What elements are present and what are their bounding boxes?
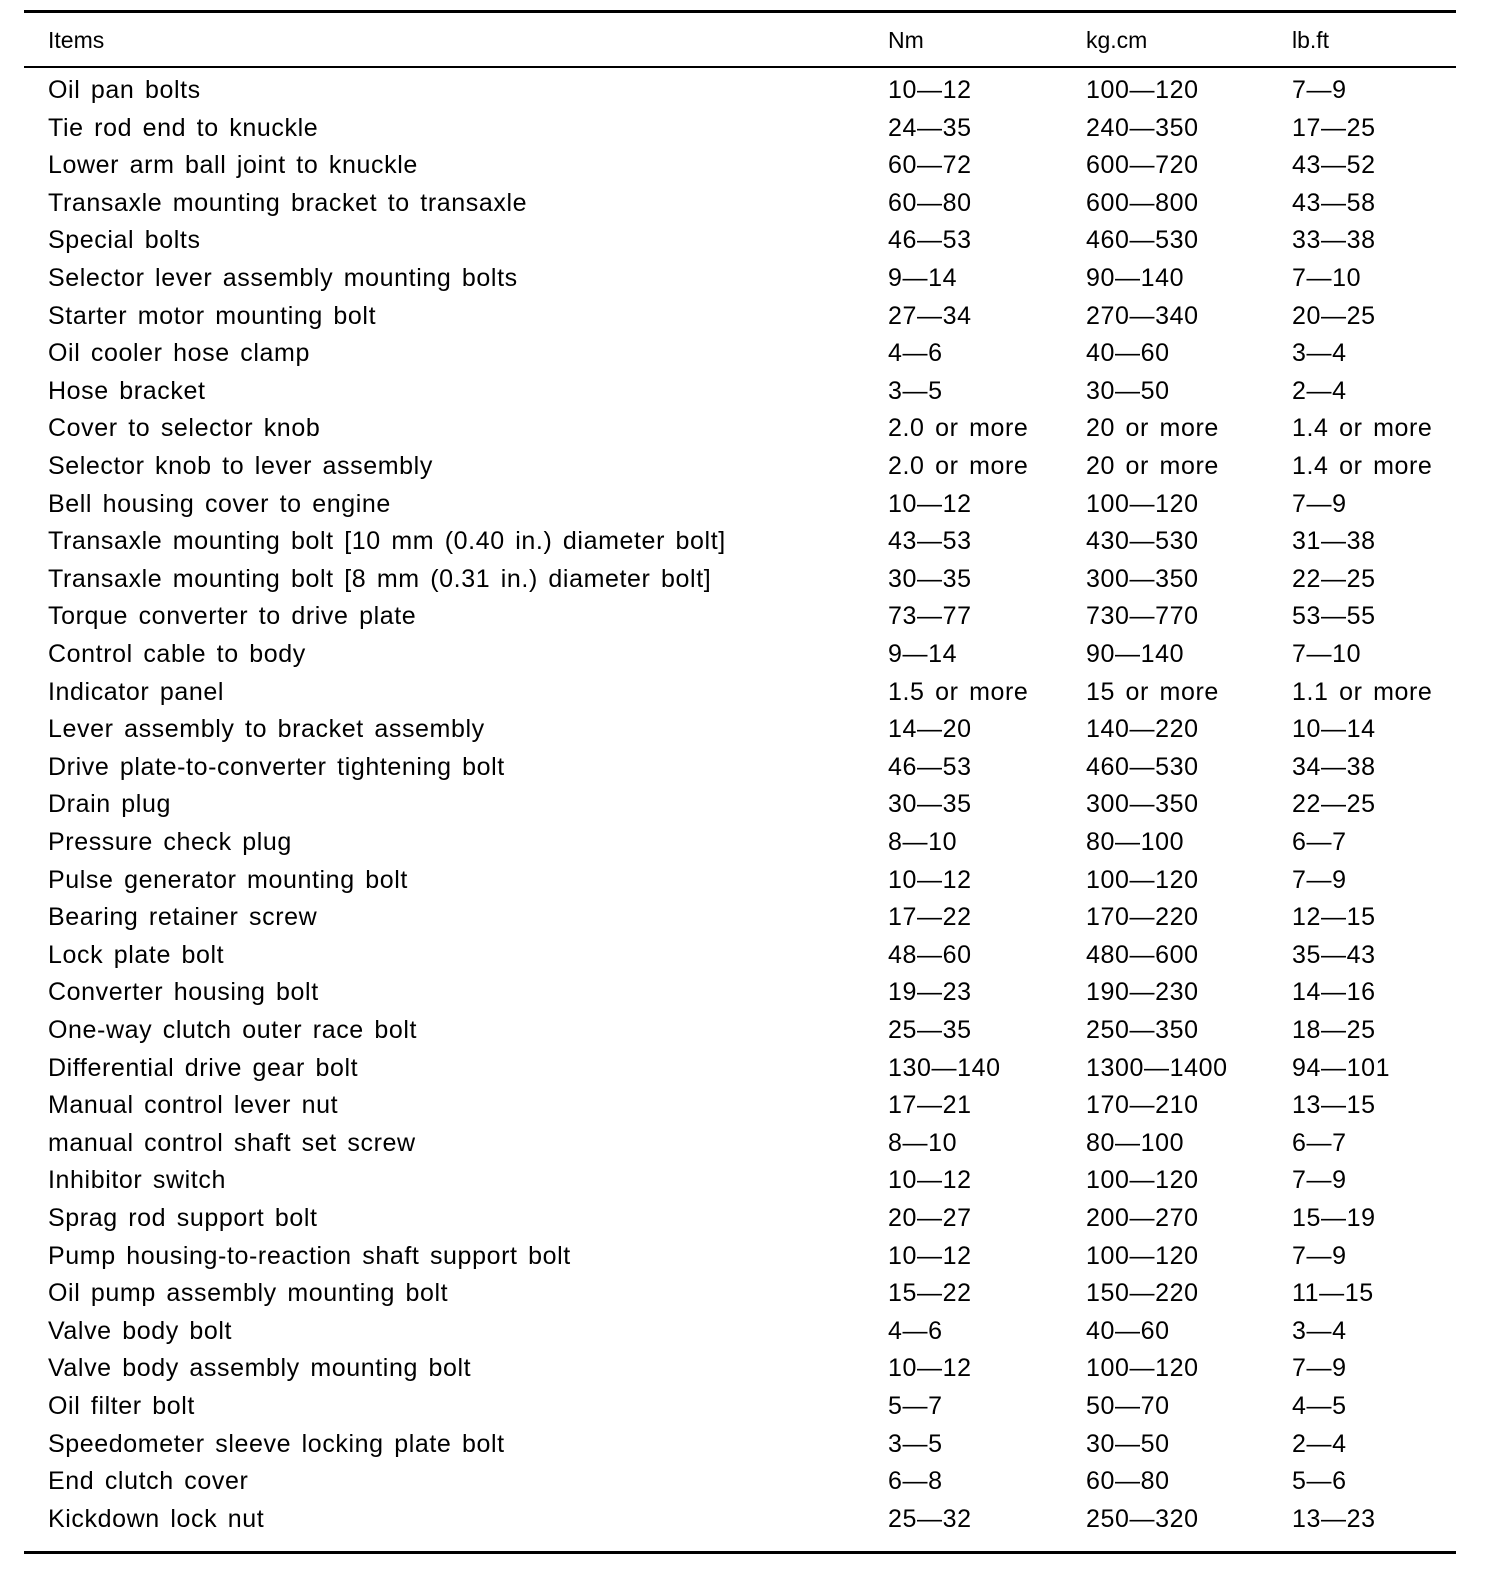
cell-lbft: 10—14 [1292, 715, 1376, 744]
cell-lbft: 34—38 [1292, 752, 1376, 781]
table-row [24, 636, 1456, 674]
table-row [24, 1200, 1456, 1238]
cell-kgcm: 170—210 [1086, 1091, 1199, 1120]
cell-kgcm: 100—120 [1086, 1241, 1199, 1270]
cell-lbft: 20—25 [1292, 301, 1376, 330]
cell-item: Control cable to body [48, 640, 306, 668]
table-row [24, 1238, 1456, 1276]
cell-lbft: 1.1 or more [1292, 677, 1433, 706]
cell-lbft: 94—101 [1292, 1053, 1391, 1082]
cell-item: Starter motor mounting bolt [48, 301, 377, 330]
cell-kgcm: 100—120 [1086, 76, 1199, 104]
cell-kgcm: 60—80 [1086, 1467, 1170, 1496]
cell-kgcm: 1300—1400 [1086, 1053, 1228, 1082]
cell-kgcm: 20 or more [1086, 414, 1219, 443]
table-row [24, 410, 1456, 448]
cell-nm: 8—10 [888, 1128, 958, 1157]
header-kgcm: kg.cm [1086, 27, 1148, 53]
cell-item: Lever assembly to bracket assembly [48, 715, 485, 744]
cell-lbft: 5—6 [1292, 1467, 1347, 1496]
cell-kgcm: 250—320 [1086, 1504, 1199, 1533]
cell-nm: 10—12 [888, 865, 972, 894]
cell-item: Oil filter bolt [48, 1392, 195, 1420]
cell-lbft: 7—10 [1292, 264, 1362, 292]
table-row [24, 222, 1456, 260]
cell-lbft: 35—43 [1292, 940, 1376, 969]
cell-nm: 10—12 [888, 1354, 972, 1383]
cell-nm: 10—12 [888, 76, 972, 104]
cell-item: Transaxle mounting bracket to transaxle [48, 188, 528, 217]
cell-lbft: 2—4 [1292, 376, 1347, 405]
cell-item: Kickdown lock nut [48, 1504, 265, 1533]
cell-kgcm: 600—800 [1086, 188, 1199, 217]
cell-lbft: 3—4 [1292, 339, 1347, 368]
cell-item: Tie rod end to knuckle [48, 113, 319, 142]
cell-item: Valve body bolt [48, 1316, 233, 1345]
cell-nm: 130—140 [888, 1053, 1001, 1082]
header-lbft: lb.ft [1292, 27, 1330, 53]
table-row [24, 185, 1456, 223]
cell-nm: 30—35 [888, 564, 972, 593]
cell-kgcm: 30—50 [1086, 376, 1170, 405]
cell-lbft: 53—55 [1292, 602, 1376, 631]
cell-lbft: 18—25 [1292, 1016, 1376, 1044]
header-items: Items [48, 27, 105, 53]
cell-nm: 8—10 [888, 828, 958, 856]
cell-nm: 14—20 [888, 715, 972, 744]
table-row [24, 1125, 1456, 1163]
cell-nm: 10—12 [888, 1166, 972, 1195]
table-row [24, 824, 1456, 862]
cell-nm: 46—53 [888, 752, 972, 781]
table-row [24, 1050, 1456, 1088]
cell-item: Torque converter to drive plate [48, 602, 417, 631]
table-header-rule [24, 66, 1456, 68]
table-row [24, 1087, 1456, 1125]
cell-nm: 4—6 [888, 339, 943, 368]
table-row [24, 786, 1456, 824]
cell-item: Pulse generator mounting bolt [48, 865, 408, 894]
table-row [24, 674, 1456, 712]
torque-spec-table [24, 10, 1456, 1558]
cell-nm: 2.0 or more [888, 452, 1029, 480]
cell-kgcm: 140—220 [1086, 715, 1199, 744]
cell-nm: 48—60 [888, 940, 972, 969]
cell-item: Oil pump assembly mounting bolt [48, 1279, 449, 1308]
table-top-rule [24, 10, 1456, 13]
cell-lbft: 2—4 [1292, 1429, 1347, 1458]
cell-item: Pump housing-to-reaction shaft support bolt [48, 1241, 571, 1270]
cell-kgcm: 80—100 [1086, 828, 1185, 856]
cell-nm: 17—21 [888, 1091, 972, 1120]
cell-item: Bell housing cover to engine [48, 489, 391, 518]
cell-kgcm: 30—50 [1086, 1429, 1170, 1458]
cell-nm: 10—12 [888, 1241, 972, 1270]
cell-nm: 25—32 [888, 1504, 972, 1533]
header-nm: Nm [888, 27, 924, 53]
table-row [24, 1426, 1456, 1464]
cell-kgcm: 20 or more [1086, 452, 1219, 480]
table-row [24, 1501, 1456, 1539]
table-row [24, 1162, 1456, 1200]
cell-kgcm: 90—140 [1086, 640, 1185, 668]
cell-lbft: 7—9 [1292, 1241, 1347, 1270]
cell-lbft: 13—23 [1292, 1504, 1376, 1533]
cell-nm: 25—35 [888, 1016, 972, 1044]
table-row [24, 598, 1456, 636]
cell-nm: 15—22 [888, 1279, 972, 1308]
cell-kgcm: 80—100 [1086, 1128, 1185, 1157]
table-row [24, 899, 1456, 937]
cell-kgcm: 100—120 [1086, 865, 1199, 894]
cell-lbft: 15—19 [1292, 1204, 1376, 1232]
cell-nm: 60—72 [888, 151, 972, 180]
table-row [24, 937, 1456, 975]
cell-nm: 3—5 [888, 376, 943, 405]
cell-lbft: 7—9 [1292, 1354, 1347, 1383]
cell-nm: 5—7 [888, 1392, 943, 1420]
cell-item: Speedometer sleeve locking plate bolt [48, 1429, 505, 1458]
cell-lbft: 7—9 [1292, 1166, 1347, 1195]
cell-item: Drive plate-to-converter tightening bolt [48, 752, 505, 781]
cell-item: Differential drive gear bolt [48, 1053, 359, 1082]
cell-lbft: 43—52 [1292, 151, 1376, 180]
table-row [24, 711, 1456, 749]
cell-kgcm: 50—70 [1086, 1392, 1170, 1420]
cell-lbft: 31—38 [1292, 527, 1376, 556]
cell-lbft: 43—58 [1292, 188, 1376, 217]
table-row [24, 1313, 1456, 1351]
cell-nm: 20—27 [888, 1204, 972, 1232]
table-row [24, 1275, 1456, 1313]
cell-nm: 3—5 [888, 1429, 943, 1458]
cell-lbft: 7—9 [1292, 865, 1347, 894]
cell-item: Lower arm ball joint to knuckle [48, 151, 418, 180]
table-row [24, 373, 1456, 411]
cell-kgcm: 100—120 [1086, 489, 1199, 518]
cell-item: Drain plug [48, 790, 171, 819]
cell-nm: 73—77 [888, 602, 972, 631]
cell-item: Valve body assembly mounting bolt [48, 1354, 472, 1383]
cell-kgcm: 270—340 [1086, 301, 1199, 330]
cell-item: Hose bracket [48, 376, 206, 405]
cell-kgcm: 200—270 [1086, 1204, 1199, 1232]
cell-nm: 2.0 or more [888, 414, 1029, 443]
table-row [24, 1388, 1456, 1426]
cell-kgcm: 100—120 [1086, 1354, 1199, 1383]
cell-item: Oil cooler hose clamp [48, 339, 310, 368]
table-row [24, 1350, 1456, 1388]
cell-kgcm: 300—350 [1086, 790, 1199, 819]
cell-lbft: 7—10 [1292, 640, 1362, 668]
cell-kgcm: 90—140 [1086, 264, 1185, 292]
cell-lbft: 6—7 [1292, 828, 1347, 856]
cell-nm: 6—8 [888, 1467, 943, 1496]
cell-kgcm: 480—600 [1086, 940, 1199, 969]
cell-lbft: 17—25 [1292, 113, 1376, 142]
table-row [24, 486, 1456, 524]
cell-item: Special bolts [48, 226, 201, 255]
cell-nm: 1.5 or more [888, 677, 1029, 706]
cell-kgcm: 150—220 [1086, 1279, 1199, 1308]
table-row [24, 561, 1456, 599]
cell-item: One-way clutch outer race bolt [48, 1016, 418, 1044]
table-header-row [24, 22, 1456, 58]
cell-nm: 30—35 [888, 790, 972, 819]
cell-item: Transaxle mounting bolt [8 mm (0.31 in.) diameter bolt] [48, 564, 712, 593]
table-row [24, 260, 1456, 298]
cell-item: manual control shaft set screw [48, 1128, 416, 1157]
cell-kgcm: 600—720 [1086, 151, 1199, 180]
cell-item: Pressure check plug [48, 828, 292, 856]
cell-nm: 9—14 [888, 640, 958, 668]
cell-nm: 19—23 [888, 978, 972, 1007]
cell-nm: 60—80 [888, 188, 972, 217]
cell-lbft: 33—38 [1292, 226, 1376, 255]
cell-lbft: 11—15 [1292, 1279, 1374, 1308]
cell-lbft: 1.4 or more [1292, 452, 1433, 480]
cell-item: Transaxle mounting bolt [10 mm (0.40 in.) diameter bolt] [48, 527, 726, 556]
cell-kgcm: 170—220 [1086, 903, 1199, 932]
cell-lbft: 7—9 [1292, 489, 1347, 518]
cell-item: Bearing retainer screw [48, 903, 318, 932]
cell-item: Selector lever assembly mounting bolts [48, 264, 518, 292]
table-row [24, 448, 1456, 486]
cell-kgcm: 240—350 [1086, 113, 1199, 142]
cell-item: Selector knob to lever assembly [48, 452, 433, 480]
cell-item: Converter housing bolt [48, 978, 319, 1007]
cell-item: Oil pan bolts [48, 76, 201, 104]
cell-kgcm: 40—60 [1086, 339, 1170, 368]
cell-lbft: 22—25 [1292, 564, 1376, 593]
cell-nm: 46—53 [888, 226, 972, 255]
cell-kgcm: 430—530 [1086, 527, 1199, 556]
cell-item: Indicator panel [48, 677, 225, 706]
cell-nm: 17—22 [888, 903, 972, 932]
table-row [24, 974, 1456, 1012]
cell-kgcm: 460—530 [1086, 752, 1199, 781]
cell-nm: 10—12 [888, 489, 972, 518]
table-row [24, 862, 1456, 900]
cell-item: Manual control lever nut [48, 1091, 339, 1120]
cell-kgcm: 300—350 [1086, 564, 1199, 593]
cell-nm: 9—14 [888, 264, 958, 292]
table-row [24, 1463, 1456, 1501]
cell-lbft: 6—7 [1292, 1128, 1347, 1157]
cell-lbft: 13—15 [1292, 1091, 1376, 1120]
cell-item: Sprag rod support bolt [48, 1204, 318, 1232]
table-row [24, 147, 1456, 185]
table-row [24, 523, 1456, 561]
cell-lbft: 1.4 or more [1292, 414, 1433, 443]
cell-item: Inhibitor switch [48, 1166, 226, 1195]
cell-item: Lock plate bolt [48, 940, 225, 969]
cell-item: Cover to selector knob [48, 414, 321, 443]
cell-lbft: 22—25 [1292, 790, 1376, 819]
cell-lbft: 7—9 [1292, 76, 1347, 104]
cell-nm: 4—6 [888, 1316, 943, 1345]
cell-nm: 24—35 [888, 113, 972, 142]
cell-kgcm: 460—530 [1086, 226, 1199, 255]
cell-lbft: 14—16 [1292, 978, 1376, 1007]
cell-lbft: 12—15 [1292, 903, 1376, 932]
cell-kgcm: 40—60 [1086, 1316, 1170, 1345]
cell-kgcm: 250—350 [1086, 1016, 1199, 1044]
cell-lbft: 4—5 [1292, 1392, 1347, 1420]
cell-nm: 43—53 [888, 527, 972, 556]
cell-kgcm: 190—230 [1086, 978, 1199, 1007]
table-bottom-rule [24, 1551, 1456, 1554]
table-row [24, 335, 1456, 373]
table-row [24, 1012, 1456, 1050]
table-row [24, 72, 1456, 110]
table-row [24, 110, 1456, 148]
cell-nm: 27—34 [888, 301, 972, 330]
cell-kgcm: 100—120 [1086, 1166, 1199, 1195]
cell-lbft: 3—4 [1292, 1316, 1347, 1345]
cell-item: End clutch cover [48, 1467, 249, 1496]
cell-kgcm: 15 or more [1086, 677, 1219, 706]
table-row [24, 749, 1456, 787]
table-row [24, 298, 1456, 336]
cell-kgcm: 730—770 [1086, 602, 1199, 631]
